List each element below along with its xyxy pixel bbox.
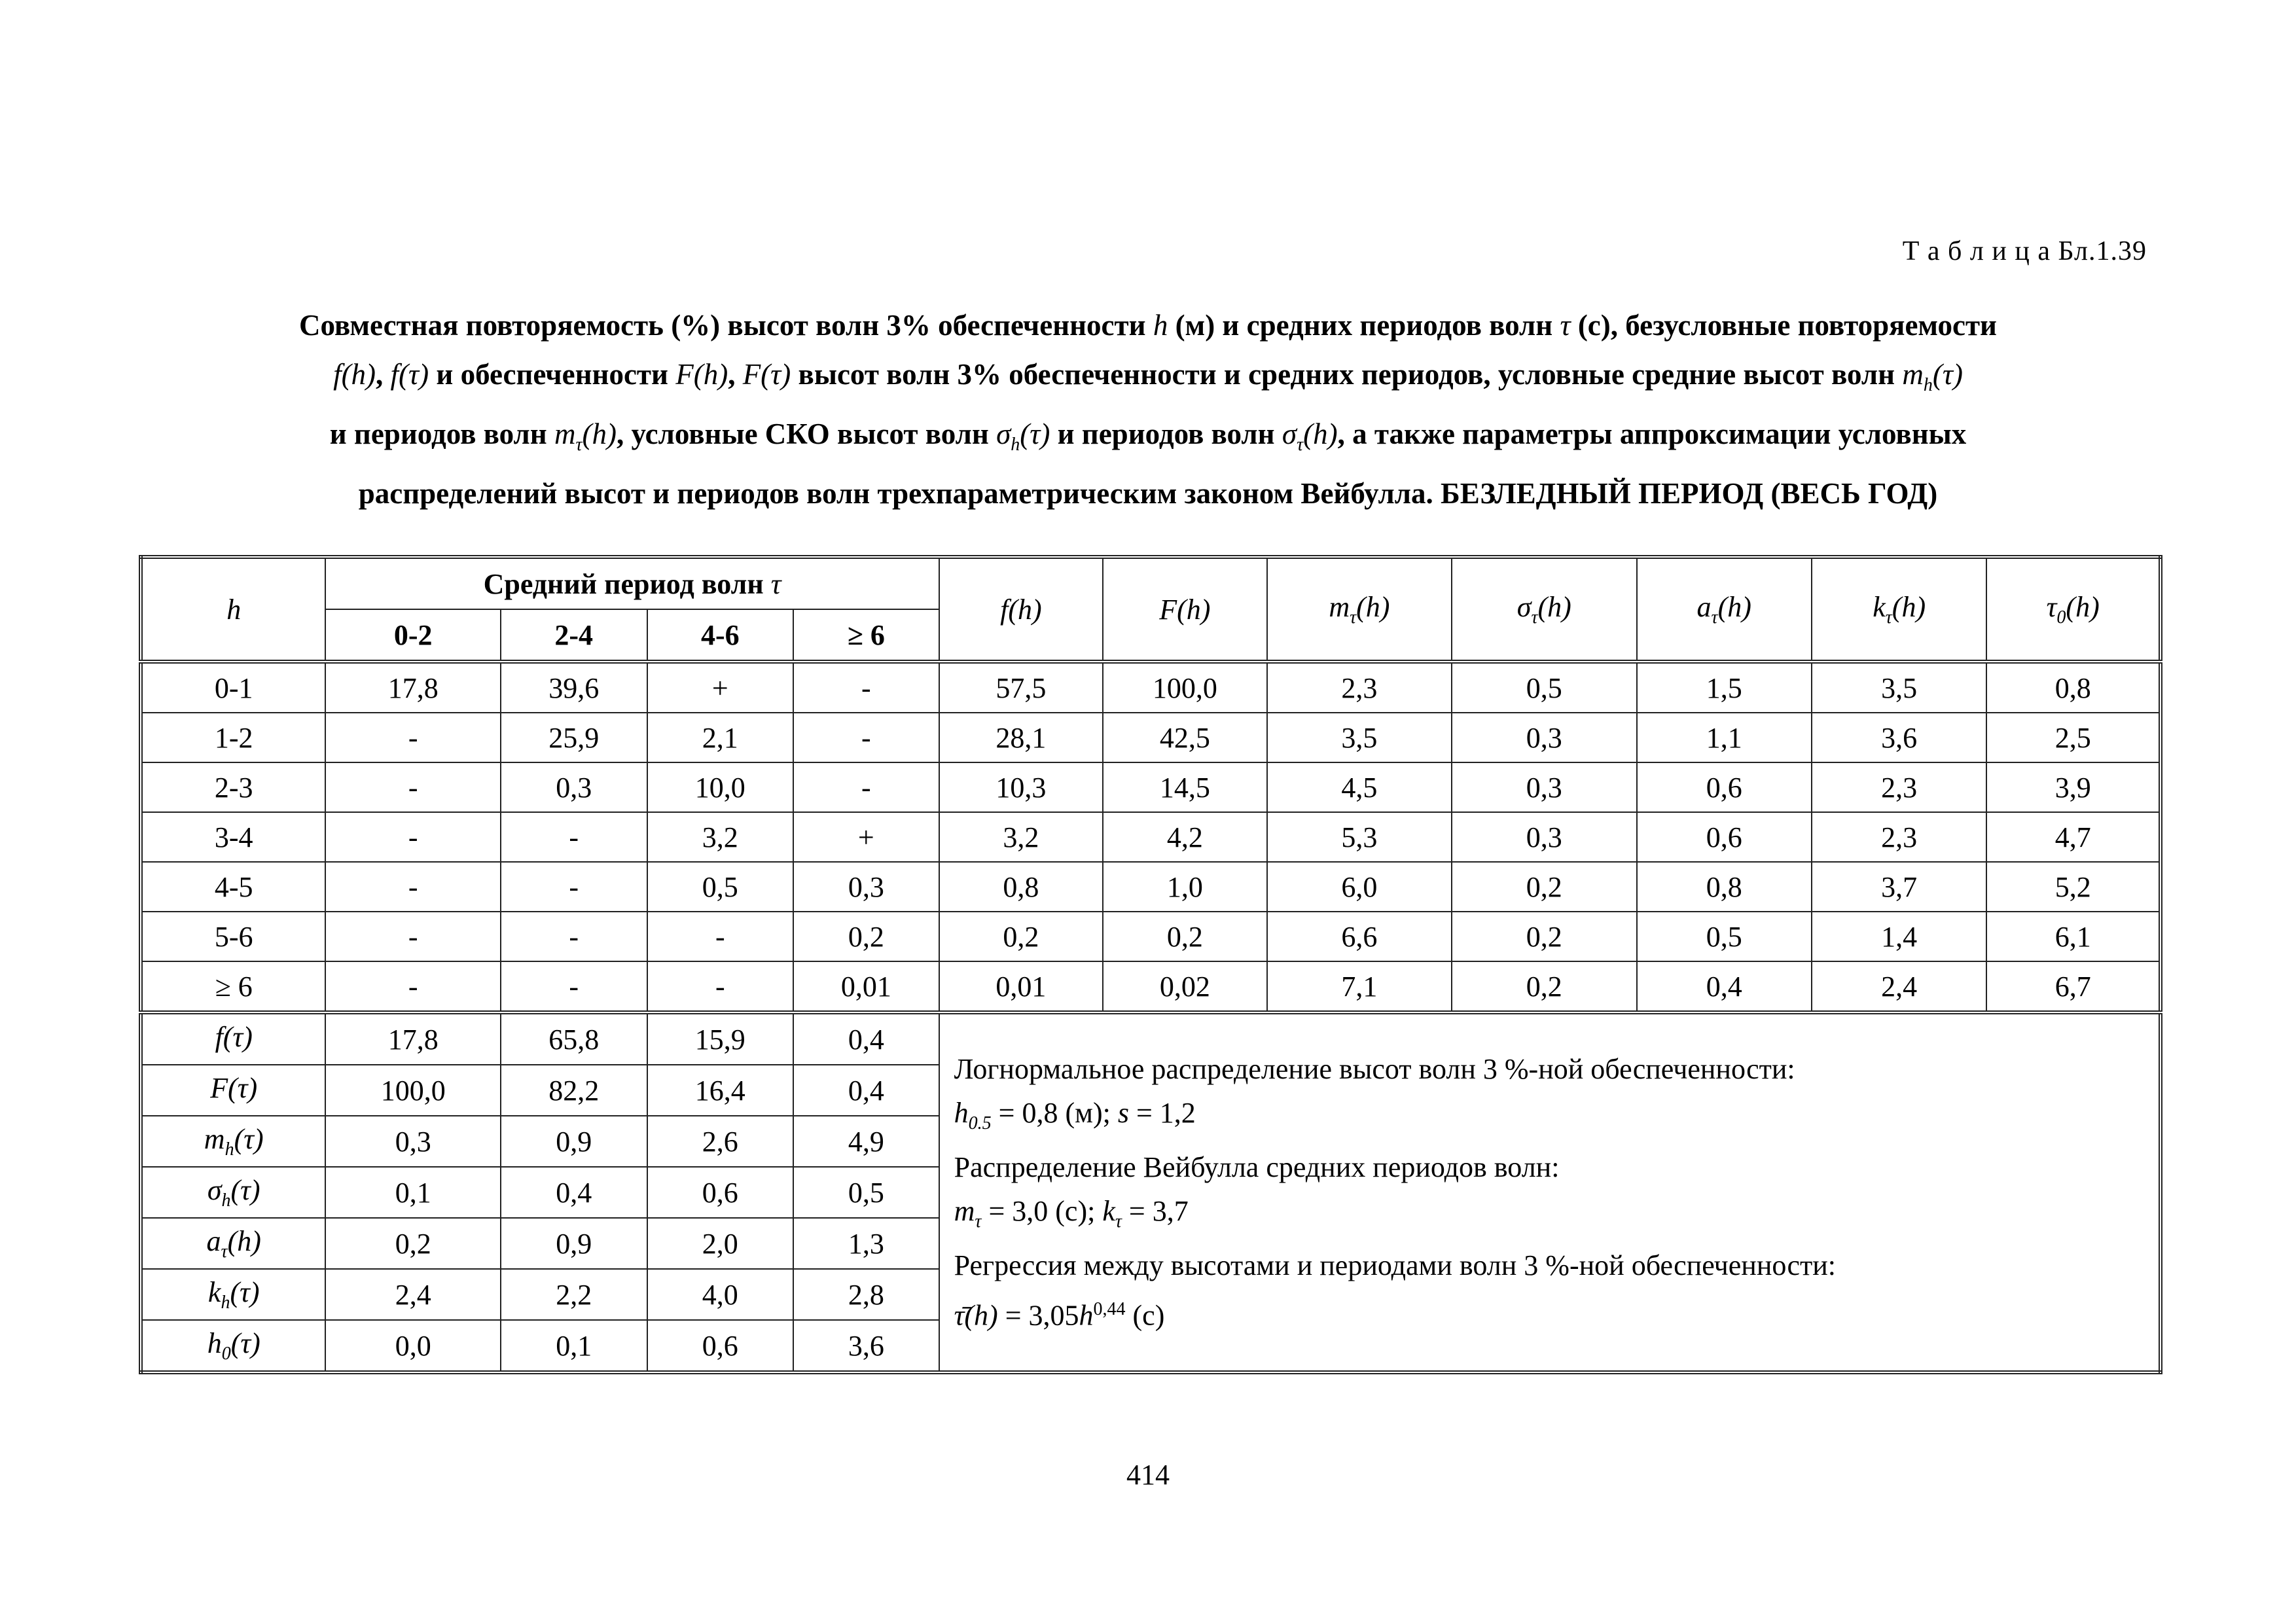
table-cell: - [325, 713, 501, 762]
row-height-range: 4-5 [141, 862, 325, 912]
header-period-group: Средний период волн τ [325, 557, 939, 609]
table-cell: - [501, 862, 647, 912]
header-col: $a_\tau(h)$ [1637, 557, 1812, 662]
table-cell: 2,1 [647, 713, 794, 762]
table-cell: 0,02 [1103, 961, 1267, 1012]
table-cell: - [647, 912, 794, 961]
table-cell: 0,6 [647, 1167, 794, 1218]
table-row [141, 961, 2161, 1012]
table-cell: 100,0 [1103, 662, 1267, 713]
table-cell: 3,6 [793, 1320, 939, 1372]
table-cell: 0,5 [1452, 662, 1636, 713]
header-period: 0-2 [325, 609, 501, 662]
table-cell: 0,3 [1452, 762, 1636, 812]
table-cell: 0,9 [501, 1218, 647, 1269]
table-cell: 0,2 [1452, 912, 1636, 961]
row-label: $\sigma_h(\tau)$ [141, 1167, 325, 1218]
row-label: $h_0(\tau)$ [141, 1320, 325, 1372]
regression-formula: τ̄(h) = $3,05h^{0,44}$ (с) [954, 1298, 1165, 1332]
header-period: 4-6 [647, 609, 794, 662]
table-cell: 6,1 [1986, 912, 2161, 961]
table-cell: 0,1 [325, 1167, 501, 1218]
table-cell: 3,2 [647, 812, 794, 862]
table-label: Т а б л и ц а Бл.1.39 [1902, 236, 2147, 266]
table-cell: 0,4 [501, 1167, 647, 1218]
table-cell: 3,5 [1267, 713, 1452, 762]
table-cell: 0,2 [325, 1218, 501, 1269]
table-cell: 0,2 [1452, 961, 1636, 1012]
table-cell: 6,7 [1986, 961, 2161, 1012]
table-cell: 0,3 [501, 762, 647, 812]
regression-title: Регрессия между высотами и периодами волн 3 %-ной обеспеченности: [954, 1249, 1837, 1281]
table-caption: Совместная повторяемость (%) высот волн 3% обеспеченности h (м) и средних периодов волн τ (с), безусловные повторяемости f(h), f(τ) и обеспеченности F(h), F(τ) высот волн 3% обеспеченности и средних периодов, условные средние высот волн $m_h(\tau)$ и периодов волн $m_\tau(h)$, условные СКО высот волн $\sigma_h(\tau)$ и периодов волн $\sigma_\tau(h)$, а также параметры аппроксимации условных распределений высот и периодов волн трехпараметрическим законом Вейбулла. БЕЗЛЕДНЫЙ ПЕРИОД (ВЕСЬ ГОД) [298, 309, 1997, 510]
table-cell: - [325, 912, 501, 961]
table-cell: 0,2 [939, 912, 1103, 961]
table-cell: 0,01 [793, 961, 939, 1012]
table-cell: - [325, 762, 501, 812]
table-cell: 10,0 [647, 762, 794, 812]
table-cell: 2,3 [1267, 662, 1452, 713]
table-cell: 4,0 [647, 1269, 794, 1320]
table-cell: 1,1 [1637, 713, 1812, 762]
header-h: h [141, 557, 325, 662]
table-cell: - [793, 662, 939, 713]
table-cell: 2,2 [501, 1269, 647, 1320]
table-cell: - [325, 862, 501, 912]
table-cell: 6,0 [1267, 862, 1452, 912]
table-cell: 17,8 [325, 662, 501, 713]
table-cell: 2,0 [647, 1218, 794, 1269]
table-cell: 39,6 [501, 662, 647, 713]
table-cell: 0,6 [1637, 812, 1812, 862]
table-cell: 1,3 [793, 1218, 939, 1269]
table-cell: 1,0 [1103, 862, 1267, 912]
table-cell: 2,5 [1986, 713, 2161, 762]
table-cell: 17,8 [325, 1012, 501, 1065]
table-row [141, 812, 2161, 862]
table-cell: - [793, 713, 939, 762]
table-cell: 5,2 [1986, 862, 2161, 912]
header-col: $m_\tau(h)$ [1267, 557, 1452, 662]
table-cell: 10,3 [939, 762, 1103, 812]
table-cell: 4,5 [1267, 762, 1452, 812]
table-cell: 0,3 [793, 862, 939, 912]
table-cell: 0,2 [1103, 912, 1267, 961]
table-cell: - [501, 812, 647, 862]
table-row [141, 862, 2161, 912]
row-height-range: 1-2 [141, 713, 325, 762]
table-cell: 3,5 [1812, 662, 1986, 713]
table-cell: 0,8 [939, 862, 1103, 912]
row-height-range: 3-4 [141, 812, 325, 862]
header-period: 2-4 [501, 609, 647, 662]
table-cell: 0,6 [647, 1320, 794, 1372]
header-col: $\sigma_\tau(h)$ [1452, 557, 1636, 662]
header-col: f(h) [939, 557, 1103, 662]
table-cell: - [501, 912, 647, 961]
table-cell: 14,5 [1103, 762, 1267, 812]
table-cell: - [793, 762, 939, 812]
table-cell: + [793, 812, 939, 862]
table-cell: 3,9 [1986, 762, 2161, 812]
table-cell: 28,1 [939, 713, 1103, 762]
table-cell: 25,9 [501, 713, 647, 762]
wave-statistics-table [139, 555, 2162, 1374]
table-cell: 0,3 [1452, 812, 1636, 862]
weibull-title: Распределение Вейбулла средних периодов волн: [954, 1151, 1560, 1184]
table-cell: 2,8 [793, 1269, 939, 1320]
table-cell: 2,3 [1812, 762, 1986, 812]
header-col: F(h) [1103, 557, 1267, 662]
table-cell: 0,3 [325, 1116, 501, 1167]
table-cell: 2,6 [647, 1116, 794, 1167]
table-cell: 1,4 [1812, 912, 1986, 961]
table-cell: 7,1 [1267, 961, 1452, 1012]
table-cell: 82,2 [501, 1065, 647, 1116]
table-cell: 15,9 [647, 1012, 794, 1065]
page-number: 414 [1126, 1459, 1170, 1491]
table-cell: + [647, 662, 794, 713]
table-cell: 0,5 [1637, 912, 1812, 961]
table-row [141, 762, 2161, 812]
row-label: $m_h(\tau)$ [141, 1116, 325, 1167]
table-cell: 0,4 [793, 1065, 939, 1116]
table-cell: 65,8 [501, 1012, 647, 1065]
distribution-notes [939, 1012, 2161, 1372]
lognormal-title: Логнормальное распределение высот волн 3 %-ной обеспеченности: [954, 1053, 1795, 1086]
table-cell: - [325, 812, 501, 862]
table-row [141, 713, 2161, 762]
table-cell: 0,5 [793, 1167, 939, 1218]
table-cell: 4,9 [793, 1116, 939, 1167]
table-cell: 4,2 [1103, 812, 1267, 862]
row-label: $a_\tau(h)$ [141, 1218, 325, 1269]
row-height-range: ≥ 6 [141, 961, 325, 1012]
table-cell: 6,6 [1267, 912, 1452, 961]
table-row [141, 1012, 2161, 1065]
table-row [141, 912, 2161, 961]
row-height-range: 0-1 [141, 662, 325, 713]
header-col: $k_\tau(h)$ [1812, 557, 1986, 662]
table-cell: 0,9 [501, 1116, 647, 1167]
table-cell: 2,3 [1812, 812, 1986, 862]
table-cell: 0,8 [1986, 662, 2161, 713]
table-cell: 0,3 [1452, 713, 1636, 762]
table-cell: 0,6 [1637, 762, 1812, 812]
table-cell: 5,3 [1267, 812, 1452, 862]
table-cell: 100,0 [325, 1065, 501, 1116]
row-label: F(τ) [141, 1065, 325, 1116]
table-cell: 0,8 [1637, 862, 1812, 912]
row-label: $k_h(\tau)$ [141, 1269, 325, 1320]
table-cell: 3,7 [1812, 862, 1986, 912]
row-height-range: 5-6 [141, 912, 325, 961]
row-label: f(τ) [141, 1012, 325, 1065]
table-cell: 0,0 [325, 1320, 501, 1372]
table-cell: 57,5 [939, 662, 1103, 713]
table-cell: 4,7 [1986, 812, 2161, 862]
table-cell: 0,2 [793, 912, 939, 961]
weibull-params: $m_\tau = 3,0$ (с); $k_\tau = 3,7$ [954, 1195, 1189, 1232]
table-cell: 3,2 [939, 812, 1103, 862]
table-cell: 2,4 [1812, 961, 1986, 1012]
table-cell: 0,4 [793, 1012, 939, 1065]
table-cell: 0,2 [1452, 862, 1636, 912]
row-height-range: 2-3 [141, 762, 325, 812]
table-cell: 0,01 [939, 961, 1103, 1012]
table-cell: 42,5 [1103, 713, 1267, 762]
table-cell: - [501, 961, 647, 1012]
table-cell: 0,1 [501, 1320, 647, 1372]
table-cell: 2,4 [325, 1269, 501, 1320]
table-cell: - [647, 961, 794, 1012]
table-row [141, 662, 2161, 713]
table-cell: 3,6 [1812, 713, 1986, 762]
table-cell: 0,4 [1637, 961, 1812, 1012]
table-cell: 0,5 [647, 862, 794, 912]
table-cell: 1,5 [1637, 662, 1812, 713]
header-period: ≥ 6 [793, 609, 939, 662]
table-cell: 16,4 [647, 1065, 794, 1116]
lognormal-params: $h_{0.5} = 0,8$ (м); s = 1,2 [954, 1097, 1196, 1134]
table-cell: - [325, 961, 501, 1012]
header-col: $\tau_0(h)$ [1986, 557, 2161, 662]
